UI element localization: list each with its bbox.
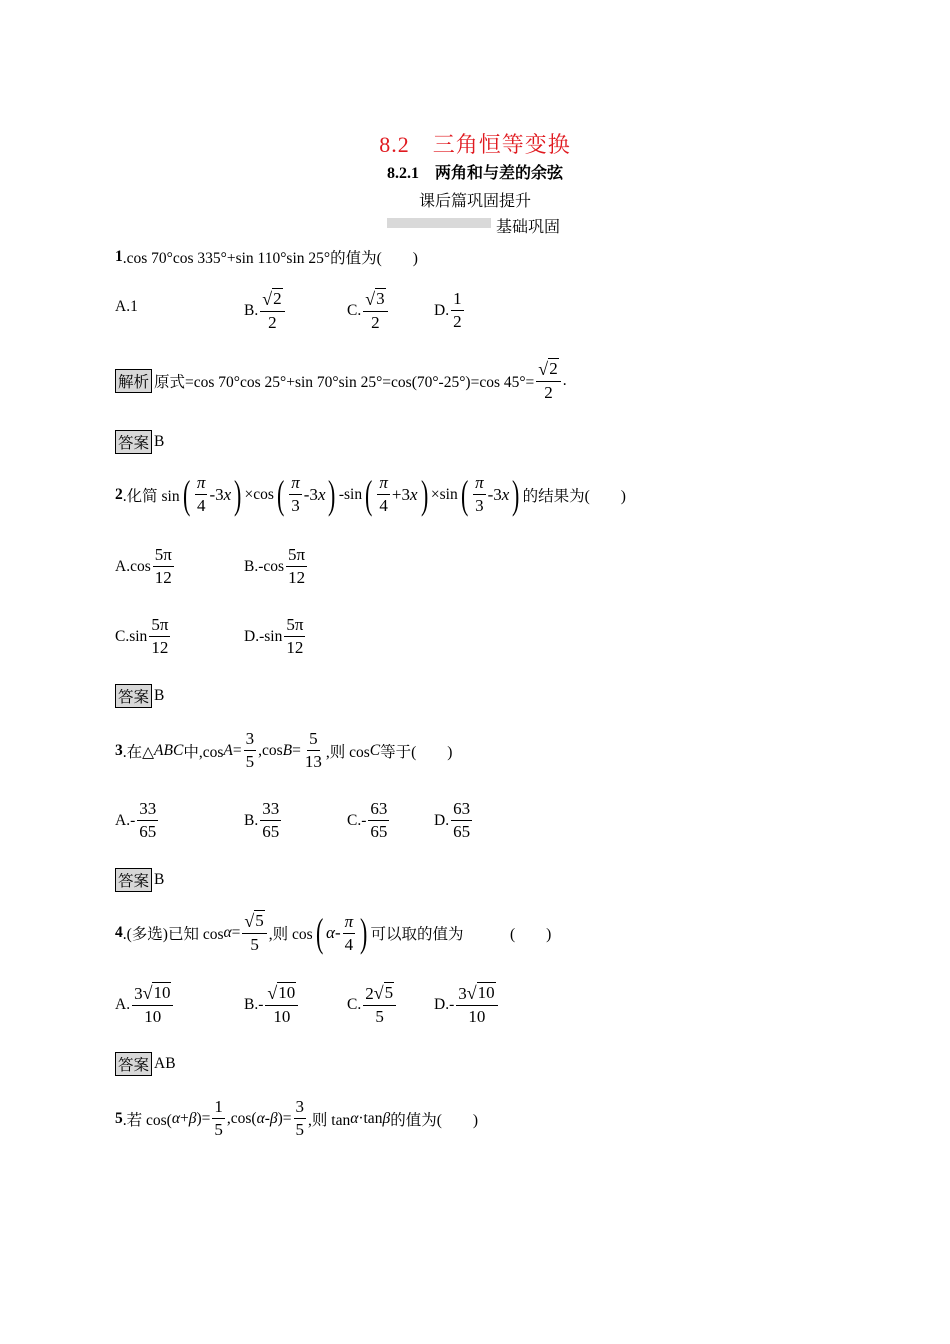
sqrt-arg: 2 <box>273 289 282 308</box>
page-title: 8.2 三角恒等变换 <box>379 132 571 157</box>
stem-part: = <box>292 741 301 759</box>
stem-part: .若 cos( <box>122 1111 172 1129</box>
option-label: B.-cos <box>244 557 285 575</box>
q3-option-c <box>347 798 391 843</box>
option-label: C. <box>347 302 362 319</box>
denominator: 65 <box>453 822 471 841</box>
q2-option-b <box>244 544 309 589</box>
section-heading: 课后篇巩固提升 <box>418 193 531 210</box>
numerator: 1 <box>451 288 464 311</box>
numerator: 5 <box>307 728 320 751</box>
q4-option-a <box>115 982 175 1028</box>
stem-part: )= <box>277 1109 292 1127</box>
denominator: 5 <box>214 1120 223 1139</box>
analysis-tag: 解析 <box>115 369 152 393</box>
section-bar <box>387 218 491 228</box>
stem-part: ·tan <box>358 1109 383 1127</box>
question-number: 3 <box>115 741 123 759</box>
numerator: 3 <box>294 1096 307 1119</box>
numerator: 5π <box>286 544 307 567</box>
denominator: 2 <box>268 313 277 332</box>
denominator: 10 <box>468 1007 486 1026</box>
denominator: 10 <box>273 1007 291 1026</box>
option-label: A.1 <box>115 298 138 315</box>
stem-part: 中,cos <box>183 743 224 761</box>
numerator: 63 <box>368 798 389 821</box>
numerator: 3 <box>244 728 257 751</box>
question-2: 2 .化简 sin ( $\frac{\pi}{4}$ -3x ) ×cos ( $\frac{\pi}{3}$ -3x ) -sin ( $\frac{\pi}{4}$ +3x ) ×sin ( $\frac{\pi}{3}$ -3x ) 的结果为( ) <box>115 471 626 517</box>
question-number: 2 <box>115 485 123 503</box>
option-label: A.cos <box>115 557 151 575</box>
q2-option-c <box>115 614 172 659</box>
numerator: 5π <box>284 614 305 637</box>
option-label: B.- <box>244 996 264 1013</box>
sqrt-symbol: √ 2 <box>262 289 282 309</box>
sqrt-arg: 10 <box>477 983 495 1002</box>
question-3: 3 .在△ ABC 中,cos A = $\frac{3}{5}$ ,cos B = $\frac{5}{13}$ ,则 cos C 等于( ) <box>115 729 453 771</box>
q2-option-d <box>244 614 307 659</box>
answer-tag: 答案 <box>115 430 152 454</box>
stem-part: 可以取的值为 ( ) <box>370 926 552 943</box>
q3-answer <box>115 868 164 892</box>
q1-option-c <box>347 288 390 334</box>
answer-tag: 答案 <box>115 1052 152 1076</box>
stem-part: ,则 cos <box>325 743 370 761</box>
question-4: 4 .(多选)已知 cos α = √ 5 5 ,则 cos ( α- $\frac{\pi}{4}$ ) 可以取的值为 ( ) <box>115 910 552 955</box>
stem-part: .在△ <box>122 743 155 761</box>
sqrt-symbol: √ 3 <box>365 289 385 309</box>
denominator: 2 <box>371 313 380 332</box>
question-number: 4 <box>115 924 123 941</box>
fraction <box>536 358 560 404</box>
question-stem: .cos 70°cos 335°+sin 110°sin 25°的值为( ) <box>122 250 418 267</box>
sqrt-arg: 3 <box>376 289 385 308</box>
sqrt-symbol: √ 10 <box>466 983 495 1003</box>
denominator: 2 <box>453 312 462 331</box>
option-label: D.-sin <box>244 627 283 645</box>
q3-option-d <box>434 798 474 843</box>
stem-part: = <box>231 924 241 941</box>
denominator: 65 <box>262 822 280 841</box>
stem-part: = <box>232 741 242 759</box>
page-subtitle: 8.2.1 两角和与差的余弦 <box>386 165 563 182</box>
q2-option-a <box>115 544 176 589</box>
q1-answer <box>115 430 164 454</box>
q1-option-a <box>115 298 138 316</box>
numerator: 5π <box>153 544 174 567</box>
option-label: A.- <box>115 811 136 829</box>
coefficient: 3 <box>134 984 143 1003</box>
q3-option-b <box>244 798 283 843</box>
denominator: 5 <box>375 1007 384 1026</box>
stem-part: ,cos( <box>226 1109 257 1127</box>
coefficient: 3 <box>458 984 467 1003</box>
question-5: 5 .若 cos( α + β )= $\frac{1}{5}$ ,cos( α - β )= $\frac{3}{5}$ ,则 tan α ·tan β 的值为( ) <box>115 1097 479 1139</box>
sqrt-arg: 10 <box>278 983 296 1002</box>
section-bar-label: 基础巩固 <box>496 219 561 236</box>
sqrt-symbol: √ 2 <box>538 359 558 379</box>
q4-option-b <box>244 982 300 1028</box>
sqrt-symbol: √ 5 <box>373 983 394 1003</box>
option-label: C. <box>347 996 362 1013</box>
denominator: 5 <box>295 1120 305 1139</box>
denominator: 2 <box>544 383 553 402</box>
q4-answer <box>115 1052 176 1076</box>
sqrt-arg: 5 <box>384 983 394 1002</box>
denominator: 10 <box>144 1007 162 1026</box>
sqrt-symbol: √ 10 <box>267 983 296 1003</box>
denominator: 65 <box>370 822 388 841</box>
q2-answer <box>115 684 164 708</box>
sqrt-arg: 10 <box>153 983 171 1002</box>
stem-part: 等于( ) <box>380 743 453 761</box>
stem-part: )= <box>196 1109 211 1127</box>
q4-option-c <box>347 982 398 1028</box>
numerator: 1 <box>212 1096 225 1119</box>
option-label: D. <box>434 811 450 829</box>
answer-value: B <box>154 687 165 704</box>
question-1 <box>115 246 418 268</box>
sqrt-arg: 2 <box>549 359 558 378</box>
denominator: 13 <box>304 752 322 771</box>
answer-tag: 答案 <box>115 868 152 892</box>
option-label: C.sin <box>115 627 148 645</box>
question-number: 1 <box>115 248 123 265</box>
q3-option-a <box>115 798 160 843</box>
sqrt-symbol: √ 5 <box>244 911 264 931</box>
option-label: B. <box>244 811 259 829</box>
coefficient: 2 <box>365 984 374 1003</box>
denominator: 65 <box>139 822 157 841</box>
answer-value: B <box>154 871 165 888</box>
denominator: 12 <box>286 638 304 657</box>
question-stem-end: 的结果为( ) <box>522 487 626 505</box>
numerator: 5π <box>149 614 170 637</box>
q1-option-b <box>244 288 287 334</box>
fraction <box>363 288 387 334</box>
denominator: 12 <box>288 568 306 587</box>
denominator: 12 <box>154 568 172 587</box>
denominator: 5 <box>245 752 255 771</box>
numerator: 33 <box>137 798 158 821</box>
numerator: 33 <box>260 798 281 821</box>
q1-analysis: 解析 原式=cos 70°cos 25°+sin 70°sin 25°=cos(70°-25°)=cos 45°= √ 2 2 . <box>115 358 567 404</box>
answer-value: AB <box>154 1055 176 1072</box>
sqrt-symbol: √ 10 <box>142 983 171 1003</box>
analysis-text: 原式=cos 70°cos 25°+sin 70°sin 25°=cos(70°-25°)=cos 45°= <box>154 374 535 391</box>
triangle-name: ABC <box>154 741 184 759</box>
option-label: D. <box>434 301 450 319</box>
fraction <box>451 288 464 333</box>
stem-part: .(多选)已知 cos <box>122 926 224 943</box>
answer-tag: 答案 <box>115 684 152 708</box>
numerator: 63 <box>451 798 472 821</box>
question-stem: .化简 sin <box>122 487 180 505</box>
denominator: 12 <box>151 638 169 657</box>
stem-part: 的值为( ) <box>390 1111 479 1129</box>
option-label: C.- <box>347 811 367 829</box>
stem-part: ,cos <box>258 741 283 759</box>
q1-option-d <box>434 288 466 333</box>
stem-part: ,则 cos <box>268 926 313 943</box>
option-label: B. <box>244 302 259 319</box>
option-label: A. <box>115 996 131 1013</box>
answer-value: B <box>154 433 165 450</box>
fraction <box>260 288 284 334</box>
question-number: 5 <box>115 1109 123 1127</box>
option-label: D.- <box>434 996 455 1013</box>
stem-part: ,则 tan <box>308 1111 351 1129</box>
q4-option-d <box>434 982 500 1028</box>
